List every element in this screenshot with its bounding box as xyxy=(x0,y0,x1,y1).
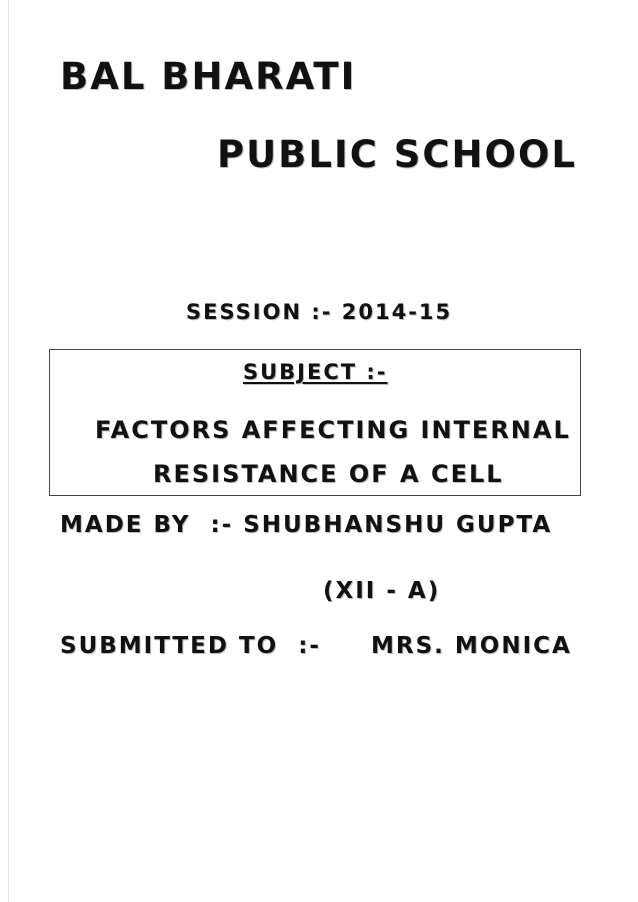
subject-title-line2: RESISTANCE OF A CELL xyxy=(153,460,504,488)
subject-title-line1: FACTORS AFFECTING INTERNAL xyxy=(95,416,571,444)
subject-label: SUBJECT :- xyxy=(243,360,388,384)
school-name-line1: BAL BHARATI xyxy=(60,55,357,98)
made-by-text: MADE BY :- SHUBHANSHU GUPTA xyxy=(60,512,553,538)
submitted-to-text: SUBMITTED TO :- MRS. MONICA xyxy=(60,633,572,659)
school-name-line2: PUBLIC SCHOOL xyxy=(217,133,577,176)
class-section-text: (XII - A) xyxy=(323,578,441,604)
session-text: SESSION :- 2014-15 xyxy=(186,300,453,324)
page-edge-line xyxy=(8,0,9,902)
